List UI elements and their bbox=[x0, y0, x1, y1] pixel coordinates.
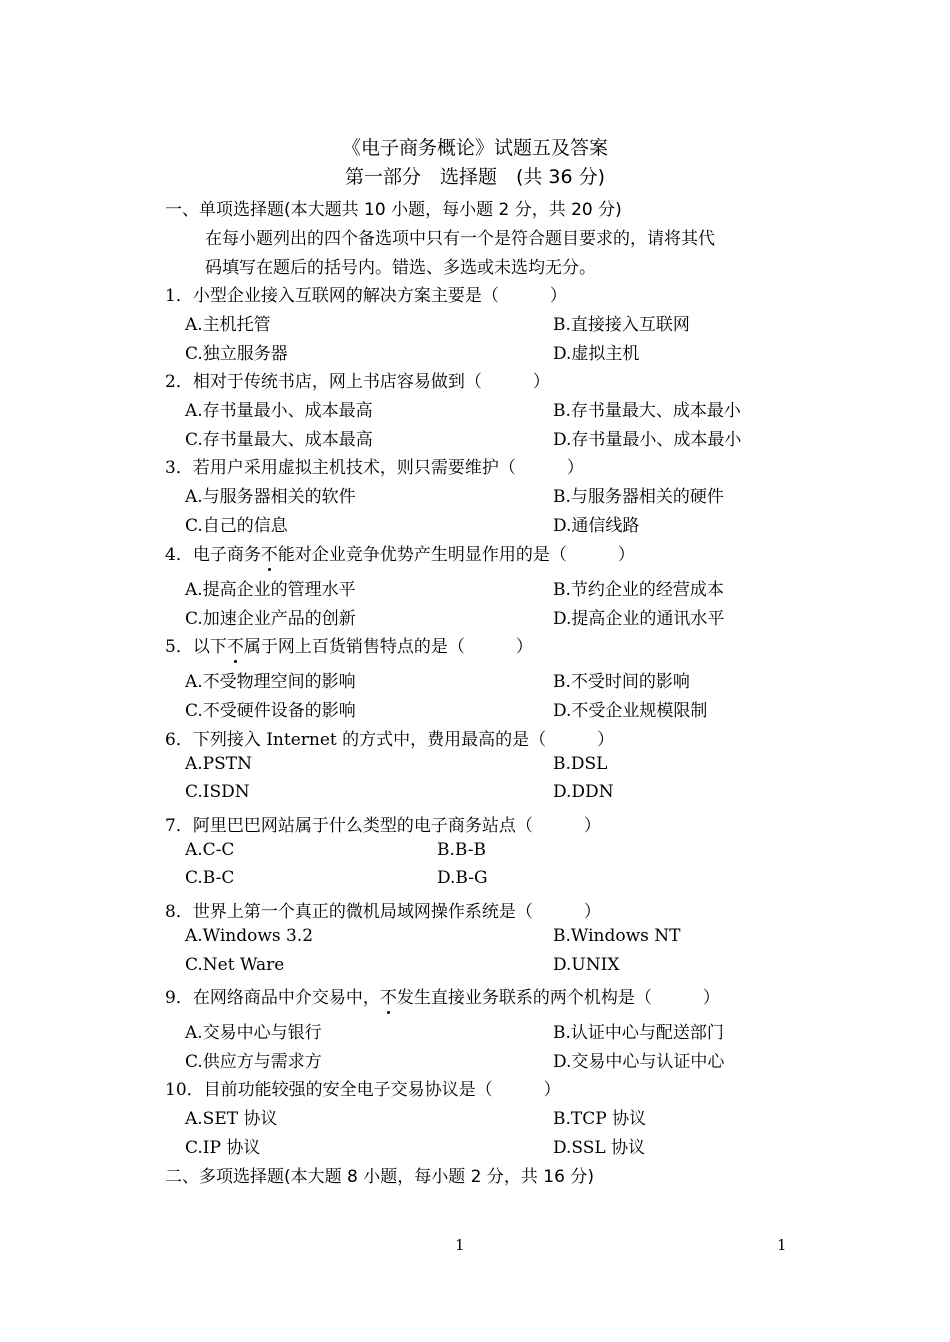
q7-option-c: C.B-C bbox=[185, 868, 235, 888]
question-8: 8．世界上第一个真正的微机局域网操作系统是（ ） bbox=[165, 902, 601, 922]
question-3: 3．若用户采用虚拟主机技术，则只需要维护（ ） bbox=[165, 458, 584, 478]
question-6: 6．下列接入 Internet 的方式中，费用最高的是（ ） bbox=[165, 730, 615, 750]
q2-option-d: D.存书量最小、成本最小 bbox=[553, 430, 742, 450]
q5-option-d: D.不受企业规模限制 bbox=[553, 701, 708, 721]
q10-option-c: C.IP 协议 bbox=[185, 1138, 261, 1158]
q4-option-a: A.提高企业的管理水平 bbox=[185, 580, 356, 600]
q4-option-b: B.节约企业的经营成本 bbox=[553, 580, 724, 600]
question-9 bbox=[165, 983, 720, 1008]
question-4-text-end: 能对企业竞争优势产生明显作用的是（ ） bbox=[277, 545, 635, 565]
q10-option-a: A.SET 协议 bbox=[185, 1109, 278, 1129]
question-9-text-start: 9．在网络商品中介交易中， bbox=[165, 988, 380, 1008]
q4-option-d: D.提高企业的通讯水平 bbox=[553, 609, 725, 629]
q7-option-b: B.B-B bbox=[437, 840, 486, 860]
q9-option-c: C.供应方与需求方 bbox=[185, 1052, 322, 1072]
question-1: 1．小型企业接入互联网的解决方案主要是（ ） bbox=[165, 286, 567, 306]
q7-option-a: A.C-C bbox=[185, 840, 235, 860]
q10-option-b: B.TCP 协议 bbox=[553, 1109, 647, 1129]
emphasis-dot-char: 不 bbox=[379, 988, 397, 1008]
q6-option-b: B.DSL bbox=[553, 754, 608, 774]
doc-title: 《电子商务概论》试题五及答案 bbox=[341, 137, 608, 159]
q3-option-c: C.自己的信息 bbox=[185, 516, 288, 536]
question-5 bbox=[165, 632, 533, 657]
q6-option-d: D.DDN bbox=[553, 782, 614, 802]
q5-option-b: B.不受时间的影响 bbox=[553, 672, 690, 692]
q2-option-c: C.存书量最大、成本最高 bbox=[185, 430, 373, 450]
page-number-center: 1 bbox=[455, 1236, 465, 1254]
question-5-text-end: 属于网上百货销售特点的是（ ） bbox=[243, 637, 533, 657]
q8-option-b: B.Windows NT bbox=[553, 926, 681, 946]
q3-option-b: B.与服务器相关的硬件 bbox=[553, 487, 724, 507]
q2-option-a: A.存书量最小、成本最高 bbox=[185, 401, 373, 421]
q7-option-d: D.B-G bbox=[437, 868, 488, 888]
section1-heading: 一、单项选择题(本大题共 10 小题，每小题 2 分，共 20 分) bbox=[165, 200, 622, 220]
question-4 bbox=[165, 540, 635, 565]
question-5-text-start: 5．以下 bbox=[165, 637, 227, 657]
q9-option-d: D.交易中心与认证中心 bbox=[553, 1052, 725, 1072]
emphasis-dot-char: 不 bbox=[226, 637, 244, 657]
q5-option-a: A.不受物理空间的影响 bbox=[185, 672, 356, 692]
q10-option-d: D.SSL 协议 bbox=[553, 1138, 646, 1158]
question-2: 2．相对于传统书店，网上书店容易做到（ ） bbox=[165, 372, 550, 392]
section2-heading: 二、多项选择题(本大题 8 小题，每小题 2 分，共 16 分) bbox=[165, 1167, 594, 1187]
question-9-text-end: 发生直接业务联系的两个机构是（ ） bbox=[396, 988, 720, 1008]
q2-option-b: B.存书量最大、成本最小 bbox=[553, 401, 741, 421]
q8-option-d: D.UNIX bbox=[553, 955, 620, 975]
q5-option-c: C.不受硬件设备的影响 bbox=[185, 701, 356, 721]
q9-option-b: B.认证中心与配送部门 bbox=[553, 1023, 724, 1043]
q6-option-c: C.ISDN bbox=[185, 782, 250, 802]
q3-option-a: A.与服务器相关的软件 bbox=[185, 487, 356, 507]
q1-option-c: C.独立服务器 bbox=[185, 344, 288, 364]
q9-option-a: A.交易中心与银行 bbox=[185, 1023, 322, 1043]
emphasis-dot-char: 不 bbox=[260, 545, 278, 565]
q8-option-a: A.Windows 3.2 bbox=[185, 926, 314, 946]
question-4-text-start: 4．电子商务 bbox=[165, 545, 261, 565]
q8-option-c: C.Net Ware bbox=[185, 955, 285, 975]
q1-option-d: D.虚拟主机 bbox=[553, 344, 640, 364]
part-title: 第一部分 选择题 (共 36 分) bbox=[344, 166, 606, 188]
q6-option-a: A.PSTN bbox=[185, 754, 252, 774]
q1-option-a: A.主机托管 bbox=[185, 315, 271, 335]
section1-instruction-line1: 在每小题列出的四个备选项中只有一个是符合题目要求的，请将其代 bbox=[205, 229, 715, 249]
q4-option-c: C.加速企业产品的创新 bbox=[185, 609, 356, 629]
section1-instruction-line2: 码填写在题后的括号内。错选、多选或未选均无分。 bbox=[205, 258, 596, 278]
question-7: 7．阿里巴巴网站属于什么类型的电子商务站点（ ） bbox=[165, 816, 601, 836]
question-10: 10．目前功能较强的安全电子交易协议是（ ） bbox=[165, 1080, 561, 1100]
q3-option-d: D.通信线路 bbox=[553, 516, 640, 536]
q1-option-b: B.直接接入互联网 bbox=[553, 315, 690, 335]
page-number-right: 1 bbox=[777, 1236, 787, 1254]
